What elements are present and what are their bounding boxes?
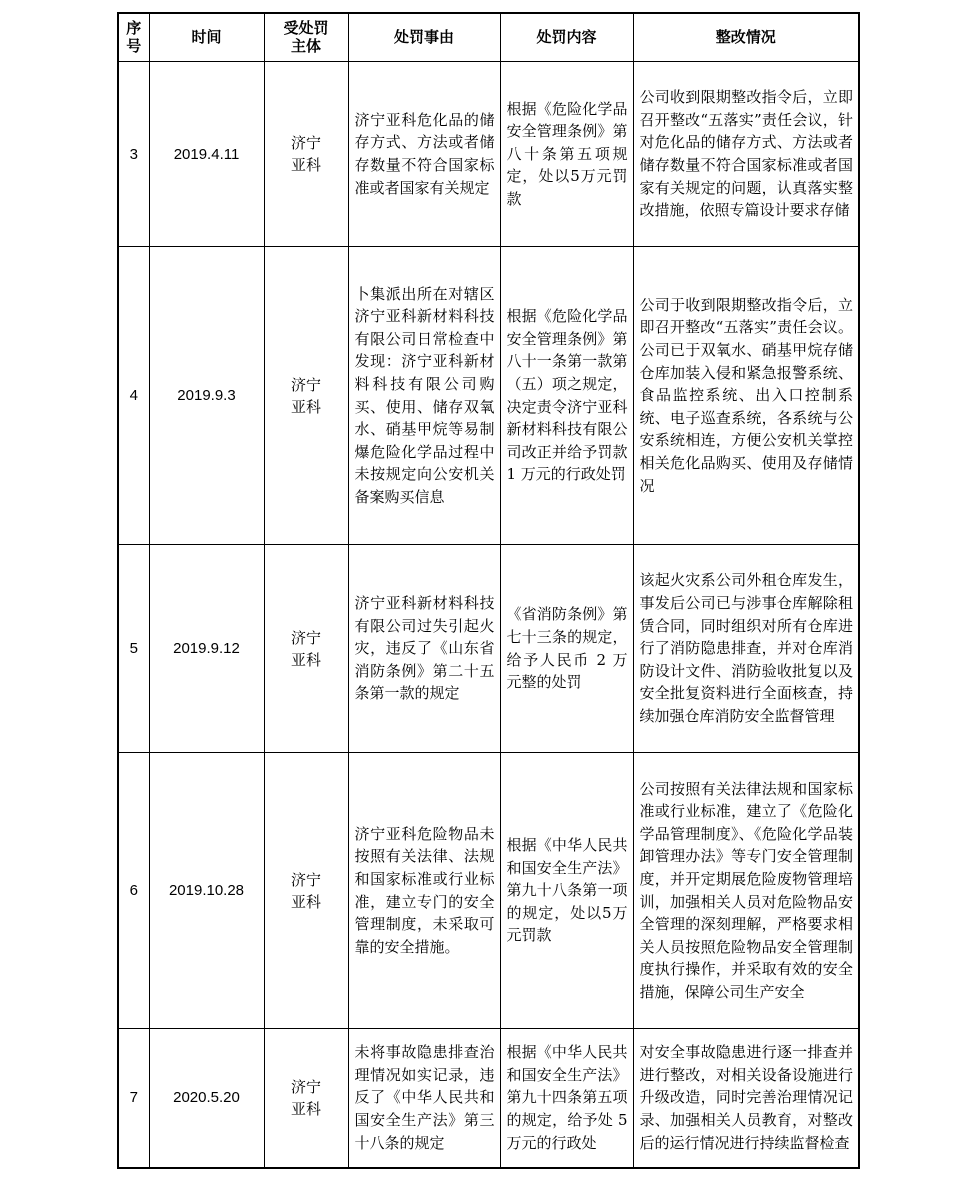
- row-entity-text: 济宁亚科: [290, 375, 321, 416]
- table-row: [118, 753, 859, 1029]
- header-date: 时间: [149, 13, 264, 62]
- row-entity: [264, 247, 348, 545]
- row-rectification: 公司收到限期整改指令后，立即召开整改“五落实”责任会议，针对危化品的储存方式、方法或者储存数量不符合国家标准或者国家有关规定的问题，认真落实整改措施，依照专篇设计要求存储: [633, 62, 859, 247]
- row-rectification: 公司于收到限期整改指令后，立即召开整改“五落实”责任会议。公司已于双氧水、硝基甲烷存储仓库加装入侵和紧急报警系统、食品监控系统、出入口控制系统、电子巡查系统，各系统与公安系统相连，方便公安机关掌控相关危化品购买、使用及存储情况: [633, 247, 859, 545]
- row-no: 4: [118, 247, 149, 545]
- row-rectification: 公司按照有关法律法规和国家标准或行业标准，建立了《危险化学品管理制度》、《危险化学品装卸管理办法》等专门安全管理制度，并开定期展危险废物管理培训，加强相关人员对危险物品安全管理的深刻理解，严格要求相关人员按照危险物品安全管理制度执行操作，并采取有效的安全措施，保障公司生产安全: [633, 753, 859, 1029]
- row-date: 2019.10.28: [149, 753, 264, 1029]
- row-content: 根据《危险化学品安全管理条例》第八十一条第一款第（五）项之规定，决定责令济宁亚科新材料科技有限公司改正并给予罚款 1 万元的行政处罚: [500, 247, 633, 545]
- table-row: [118, 1029, 859, 1168]
- row-reason: 卜集派出所在对辖区济宁亚科新材料科技有限公司日常检查中发现：济宁亚科新材料科技有限公司购买、使用、储存双氧水、硝基甲烷等易制爆危险化学品过程中未按规定向公安机关备案购买信息: [348, 247, 500, 545]
- row-entity-text: 济宁亚科: [290, 1077, 321, 1118]
- row-date: 2019.4.11: [149, 62, 264, 247]
- row-entity-text: 济宁亚科: [290, 628, 321, 669]
- row-rectification: 该起火灾系公司外租仓库发生，事发后公司已与涉事仓库解除租赁合同，同时组织对所有仓库进行了消防隐患排查，并对仓库消防设计文件、消防验收批复以及安全批复资料进行全面核查，持续加强仓库消防安全监督管理: [633, 545, 859, 753]
- row-entity-text: 济宁亚科: [290, 870, 321, 911]
- row-entity-text: 济宁亚科: [290, 134, 321, 174]
- row-no: 6: [118, 753, 149, 1029]
- row-content: 根据《中华人民共和国安全生产法》第九十四条第五项的规定，给予处 5 万元的行政处: [500, 1029, 633, 1168]
- header-reason: 处罚事由: [348, 13, 500, 62]
- row-reason: 济宁亚科危险物品未按照有关法律、法规和国家标准或行业标准，建立专门的安全管理制度，未采取可靠的安全措施。: [348, 753, 500, 1029]
- row-rectification: 对安全事故隐患进行逐一排查并进行整改，对相关设备设施进行升级改造，同时完善治理情况记录、加强相关人员教育，对整改后的运行情况进行持续监督检查: [633, 1029, 859, 1168]
- header-content: 处罚内容: [500, 13, 633, 62]
- header-no: 序号: [118, 13, 149, 62]
- row-no: 5: [118, 545, 149, 753]
- row-entity: [264, 545, 348, 753]
- table-row: [118, 545, 859, 753]
- table-header-row: [118, 13, 859, 62]
- table-row: [118, 247, 859, 545]
- penalty-table: [117, 12, 860, 1169]
- row-content: 根据《危险化学品安全管理条例》第八十条第五项规定，处以5万元罚款: [500, 62, 633, 247]
- header-rectification: 整改情况: [633, 13, 859, 62]
- row-reason: 未将事故隐患排查治理情况如实记录，违反了《中华人民共和国安全生产法》第三十八条的规定: [348, 1029, 500, 1168]
- row-entity: [264, 62, 348, 247]
- row-no: 3: [118, 62, 149, 247]
- row-date: 2019.9.12: [149, 545, 264, 753]
- row-no: 7: [118, 1029, 149, 1168]
- header-entity: 受处罚主体: [264, 13, 348, 62]
- row-entity: [264, 1029, 348, 1168]
- row-entity: [264, 753, 348, 1029]
- row-content: 根据《中华人民共和国安全生产法》第九十八条第一项的规定，处以5万元罚款: [500, 753, 633, 1029]
- row-content: 《省消防条例》第七十三条的规定，给予人民币 2 万元整的处罚: [500, 545, 633, 753]
- table-row: [118, 62, 859, 247]
- row-date: 2019.9.3: [149, 247, 264, 545]
- row-reason: 济宁亚科危化品的储存方式、方法或者储存数量不符合国家标准或者国家有关规定: [348, 62, 500, 247]
- row-date: 2020.5.20: [149, 1029, 264, 1168]
- row-reason: 济宁亚科新材料科技有限公司过失引起火灾，违反了《山东省消防条例》第二十五条第一款的规定: [348, 545, 500, 753]
